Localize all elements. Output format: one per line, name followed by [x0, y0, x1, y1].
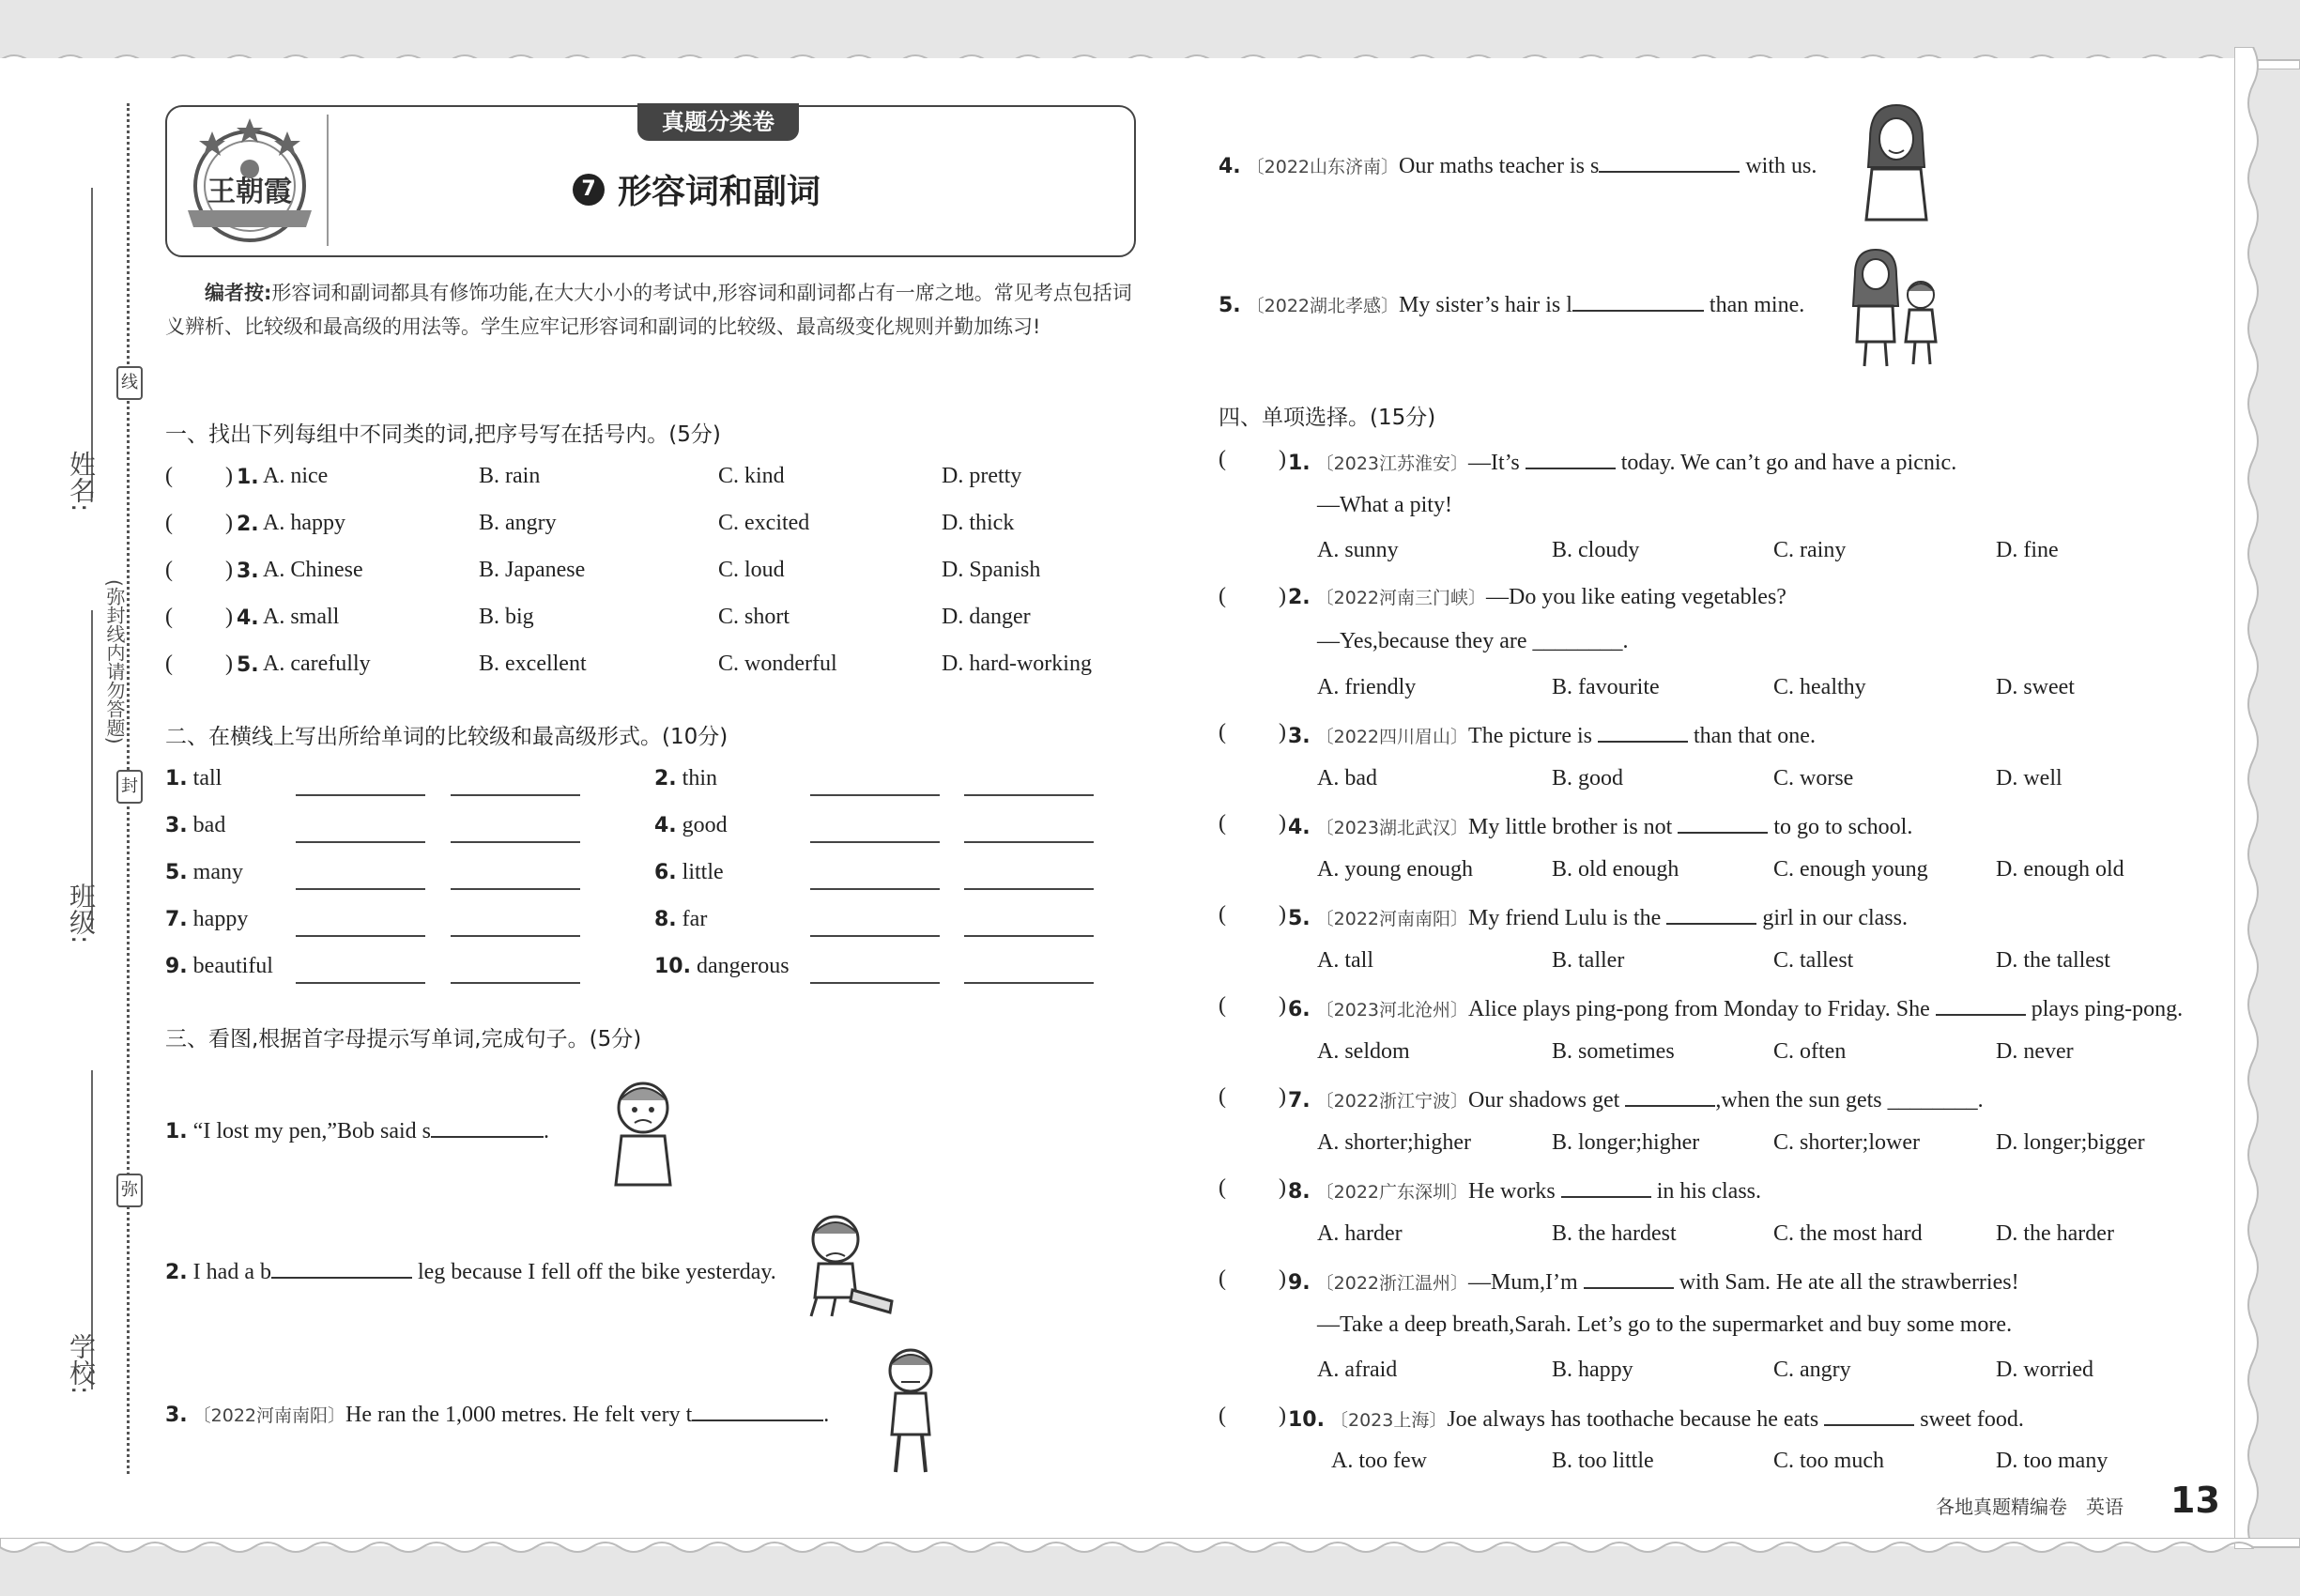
- option-c: C. kind: [718, 464, 785, 488]
- option-a[interactable]: A. bad: [1317, 765, 1377, 790]
- base-word: good: [682, 813, 728, 837]
- source-tag: 〔2022湖北孝感〕: [1246, 296, 1400, 316]
- stem-end: with Sam. He ate all the strawberries!: [1673, 1270, 2019, 1295]
- option-b: B. Japanese: [479, 558, 586, 582]
- source-tag: 〔2022山东济南〕: [1246, 157, 1400, 177]
- sentence-end: .: [543, 1119, 549, 1143]
- word-item: [654, 860, 724, 885]
- option-b[interactable]: B. good: [1552, 765, 1624, 790]
- option-a[interactable]: A. too few: [1331, 1449, 1427, 1473]
- option-d[interactable]: D. enough old: [1996, 856, 2124, 882]
- sisters-illustration: [1849, 248, 1943, 368]
- school-label: 学校:: [66, 1333, 97, 1395]
- option-d: D. thick: [942, 511, 1015, 535]
- option-b: B. rain: [479, 464, 541, 488]
- question-number: 2.: [1288, 585, 1311, 609]
- option-c: C. loud: [718, 558, 785, 582]
- answer-blank[interactable]: [1936, 993, 2026, 1016]
- page-edge-right: [2234, 47, 2300, 1549]
- page-edge-bottom: [0, 1538, 2300, 1566]
- question-stem: [1288, 1084, 1984, 1113]
- option-b[interactable]: B. too little: [1552, 1449, 1654, 1473]
- answer-parenthesis[interactable]: (: [1219, 583, 1226, 608]
- stem-start: My little brother is not: [1468, 815, 1679, 839]
- question-number: 5.: [1219, 294, 1241, 317]
- answer-parenthesis[interactable]: (: [1219, 1084, 1226, 1109]
- answer-parenthesis-close: ): [225, 558, 233, 582]
- logo-divider: [327, 115, 329, 246]
- comparative-blank[interactable]: [296, 841, 425, 843]
- answer-parenthesis[interactable]: (: [1219, 447, 1226, 471]
- option-c[interactable]: C. healthy: [1773, 674, 1866, 699]
- option-d[interactable]: D. well: [1996, 765, 2062, 790]
- logo-text: 王朝霞: [207, 176, 292, 208]
- stem-end: than that one.: [1687, 724, 1816, 748]
- section-4-title: 四、单项选择。(15分): [1219, 406, 1436, 430]
- sentence-end: with us.: [1740, 154, 1817, 178]
- question-number: 10.: [1288, 1407, 1325, 1432]
- publisher-logo: [175, 111, 325, 250]
- answer-parenthesis[interactable]: (: [1219, 1403, 1226, 1428]
- sentence-end: than mine.: [1703, 293, 1805, 317]
- base-word: far: [682, 907, 708, 931]
- unit-number-badge: 7: [573, 174, 605, 206]
- base-word: happy: [192, 907, 249, 931]
- unit-title-text: 形容词和副词: [618, 173, 821, 211]
- answer-blank[interactable]: [1572, 289, 1704, 312]
- question-stem: [1288, 1404, 2024, 1433]
- answer-parenthesis[interactable]: (: [1219, 902, 1226, 927]
- option-b: B. angry: [479, 511, 557, 535]
- option-a[interactable]: A. afraid: [1317, 1358, 1398, 1382]
- question-number: 2.: [237, 513, 259, 536]
- stem-end: in his class.: [1650, 1179, 1762, 1204]
- superlative-blank[interactable]: [964, 935, 1094, 937]
- option-d: D. Spanish: [942, 558, 1041, 582]
- class-label: 班级:: [66, 882, 97, 944]
- option-d[interactable]: D. the tallest: [1996, 947, 2110, 973]
- question-stem: [1288, 1266, 2019, 1296]
- comparative-blank[interactable]: [810, 982, 940, 984]
- answer-blank[interactable]: [692, 1399, 823, 1421]
- option-a: A. happy: [263, 511, 345, 535]
- base-word: tall: [192, 766, 222, 790]
- option-b: B. excellent: [479, 652, 587, 676]
- answer-blank[interactable]: [1526, 447, 1616, 469]
- answer-parenthesis[interactable]: (: [165, 558, 173, 582]
- option-c[interactable]: C. rainy: [1773, 538, 1847, 562]
- stem-end: today. We can’t go and have a picnic.: [1615, 451, 1957, 475]
- option-a[interactable]: A. friendly: [1317, 674, 1417, 699]
- answer-parenthesis-close: ): [1279, 1084, 1286, 1109]
- answer-parenthesis-close: ): [225, 605, 233, 629]
- base-word: little: [682, 860, 724, 884]
- question-number: 5.: [165, 861, 188, 884]
- answer-parenthesis[interactable]: (: [165, 511, 173, 535]
- question-number: 3.: [165, 814, 188, 837]
- question-number: 3.: [237, 560, 259, 583]
- word-item: [165, 907, 248, 932]
- comparative-blank[interactable]: [296, 794, 425, 796]
- stem-start: He works: [1468, 1179, 1561, 1204]
- option-a[interactable]: A. harder: [1317, 1220, 1403, 1246]
- option-a[interactable]: A. young enough: [1317, 856, 1473, 882]
- option-d[interactable]: D. sweet: [1996, 674, 2075, 699]
- superlative-blank[interactable]: [964, 841, 1094, 843]
- option-c[interactable]: C. tallest: [1773, 947, 1854, 973]
- question-number: 1.: [165, 1120, 188, 1143]
- word-item: [165, 860, 243, 885]
- option-b[interactable]: B. favourite: [1552, 674, 1660, 699]
- answer-blank[interactable]: [271, 1256, 412, 1279]
- stem-end: girl in our class.: [1756, 906, 1908, 930]
- option-c: C. excited: [718, 511, 810, 535]
- category-tab: 真题分类卷: [637, 103, 799, 141]
- question-number: 5.: [237, 653, 259, 677]
- option-d: D. pretty: [942, 464, 1022, 488]
- question-number: 2.: [654, 767, 677, 790]
- hurt-boy-illustration: [798, 1211, 901, 1319]
- question-number: 10.: [654, 955, 691, 978]
- source-tag: 〔2023河北沧州〕: [1315, 1000, 1469, 1021]
- comparative-blank[interactable]: [810, 841, 940, 843]
- option-a[interactable]: A. shorter;higher: [1317, 1129, 1471, 1155]
- option-b[interactable]: B. the hardest: [1552, 1220, 1677, 1246]
- option-c[interactable]: C. the most hard: [1773, 1220, 1923, 1246]
- dialogue-line: —Take a deep breath,Sarah. Let’s go to the supermarket and buy some more.: [1317, 1312, 2013, 1337]
- answer-blank[interactable]: [1561, 1175, 1651, 1198]
- option-d[interactable]: D. never: [1996, 1038, 2074, 1064]
- superlative-blank[interactable]: [451, 982, 580, 984]
- option-c[interactable]: C. enough young: [1773, 856, 1928, 882]
- stem-end: plays ping-pong.: [2025, 997, 2184, 1021]
- answer-parenthesis[interactable]: (: [1219, 1266, 1226, 1291]
- source-tag: 〔2022浙江温州〕: [1315, 1273, 1469, 1294]
- option-b[interactable]: B. old enough: [1552, 856, 1679, 882]
- option-c[interactable]: C. worse: [1773, 765, 1854, 790]
- option-c[interactable]: C. often: [1773, 1038, 1847, 1064]
- sentence-end: leg because I fell off the bike yesterday.: [411, 1260, 776, 1284]
- option-a[interactable]: A. sunny: [1317, 538, 1399, 562]
- option-a: A. small: [263, 605, 340, 629]
- option-d[interactable]: D. longer;bigger: [1996, 1129, 2145, 1155]
- sentence-start: I had a b: [192, 1260, 271, 1284]
- sentence-start: Our maths teacher is s: [1399, 154, 1600, 178]
- stem-start: Alice plays ping-pong from Monday to Friday. She: [1468, 997, 1936, 1021]
- option-b[interactable]: B. taller: [1552, 947, 1625, 973]
- option-d[interactable]: D. worried: [1996, 1358, 2093, 1382]
- mi-mark: 弥: [116, 1174, 143, 1207]
- sentence-start: “I lost my pen,”Bob said s: [192, 1119, 431, 1143]
- option-b[interactable]: B. happy: [1552, 1358, 1633, 1382]
- class-write-line[interactable]: [91, 610, 93, 929]
- superlative-blank[interactable]: [451, 794, 580, 796]
- sentence-item: [165, 1115, 549, 1144]
- option-b[interactable]: B. sometimes: [1552, 1038, 1675, 1064]
- answer-parenthesis[interactable]: (: [165, 652, 173, 676]
- word-item: [654, 766, 717, 791]
- question-number: 1.: [237, 466, 259, 489]
- stem-start: —Mum,I’m: [1468, 1270, 1584, 1295]
- answer-blank[interactable]: [1666, 902, 1756, 925]
- option-a: A. carefully: [263, 652, 371, 676]
- option-b[interactable]: B. longer;higher: [1552, 1129, 1700, 1155]
- option-c[interactable]: C. too much: [1773, 1449, 1884, 1473]
- sentence-start: My sister’s hair is l: [1399, 293, 1572, 317]
- question-stem: [1288, 902, 1908, 931]
- answer-parenthesis[interactable]: (: [1219, 1175, 1226, 1200]
- base-word: many: [192, 860, 243, 884]
- answer-parenthesis[interactable]: (: [1219, 993, 1226, 1018]
- stem-end: sweet food.: [1914, 1406, 2024, 1432]
- comparative-blank[interactable]: [296, 888, 425, 890]
- comparative-blank[interactable]: [810, 935, 940, 937]
- stem-start: My friend Lulu is the: [1468, 906, 1667, 930]
- question-number: 3.: [1288, 725, 1311, 748]
- unit-title: [573, 165, 820, 213]
- answer-blank[interactable]: [431, 1115, 544, 1138]
- question-stem: [1288, 993, 2183, 1022]
- answer-parenthesis-close: ): [1279, 1175, 1286, 1200]
- sentence-item: [1219, 150, 1817, 179]
- sentence-item: [165, 1399, 829, 1428]
- answer-parenthesis-close: ): [1279, 993, 1286, 1018]
- option-c: C. wonderful: [718, 652, 837, 676]
- answer-parenthesis-close: ): [1279, 902, 1286, 927]
- question-number: 5.: [1288, 907, 1311, 930]
- superlative-blank[interactable]: [451, 888, 580, 890]
- seal-note: (弥封线内请勿答题): [103, 579, 126, 744]
- section-1-title: 一、找出下列每组中不同类的词,把序号写在括号内。(5分): [165, 422, 721, 447]
- line-mark: 线: [116, 366, 143, 400]
- question-number: 1.: [1288, 452, 1311, 475]
- source-tag: 〔2022河南南阳〕: [192, 1405, 346, 1426]
- question-number: 6.: [654, 861, 677, 884]
- answer-parenthesis-close: ): [225, 464, 233, 488]
- comparative-blank[interactable]: [296, 982, 425, 984]
- question-stem: [1288, 1175, 1761, 1205]
- answer-parenthesis-close: ): [1279, 1266, 1286, 1291]
- answer-blank[interactable]: [1824, 1404, 1914, 1426]
- dialogue-line: —What a pity!: [1317, 492, 1452, 517]
- stem-start: Joe always has toothache because he eats: [1447, 1406, 1825, 1432]
- option-c[interactable]: C. shorter;lower: [1773, 1129, 1920, 1155]
- answer-parenthesis[interactable]: (: [1219, 811, 1226, 836]
- comparative-blank[interactable]: [810, 794, 940, 796]
- question-number: 4.: [1288, 816, 1311, 839]
- option-c[interactable]: C. angry: [1773, 1358, 1851, 1382]
- option-b: B. big: [479, 605, 534, 629]
- stem-end: to go to school.: [1768, 815, 1913, 839]
- editor-note-text: 形容词和副词都具有修饰功能,在大大小小的考试中,形容词和副词都占有一席之地。常见考点包括词义辨析、比较级和最高级的用法等。学生应牢记形容词和副词的比较级、最高级变化规则并勤加练习!: [165, 282, 1132, 338]
- question-number: 2.: [165, 1261, 188, 1284]
- seal-mark: 封: [116, 770, 143, 804]
- stem-start: Our shadows get: [1468, 1088, 1626, 1113]
- question-number: 8.: [654, 908, 677, 931]
- stem-end: ,when the sun gets ________.: [1715, 1088, 1984, 1113]
- option-d[interactable]: D. fine: [1996, 538, 2059, 562]
- answer-blank[interactable]: [1625, 1084, 1715, 1107]
- stem-start: —It’s: [1468, 451, 1526, 475]
- page-number: 13: [2170, 1480, 2220, 1521]
- answer-parenthesis-close: ): [1279, 811, 1286, 836]
- source-tag: 〔2022浙江宁波〕: [1315, 1091, 1469, 1112]
- word-item: [165, 954, 273, 979]
- base-word: bad: [192, 813, 226, 837]
- answer-parenthesis[interactable]: (: [165, 605, 173, 629]
- source-tag: 〔2023上海〕: [1329, 1409, 1448, 1431]
- answer-parenthesis-close: ): [1279, 1403, 1286, 1428]
- word-item: [654, 813, 728, 838]
- answer-blank[interactable]: [1598, 720, 1688, 743]
- answer-parenthesis-close: ): [225, 511, 233, 535]
- answer-blank[interactable]: [1584, 1266, 1674, 1289]
- comparative-blank[interactable]: [810, 888, 940, 890]
- question-number: 7.: [165, 908, 188, 931]
- question-number: 9.: [165, 955, 188, 978]
- question-number: 6.: [1288, 998, 1311, 1021]
- superlative-blank[interactable]: [451, 935, 580, 937]
- option-d: D. hard-working: [942, 652, 1092, 676]
- sentence-item: [165, 1256, 776, 1285]
- source-tag: 〔2022四川眉山〕: [1315, 727, 1469, 747]
- word-item: [165, 813, 225, 838]
- word-item: [654, 907, 707, 932]
- base-word: dangerous: [696, 954, 790, 978]
- question-number: 4.: [1219, 155, 1241, 178]
- question-stem: [1288, 584, 1786, 610]
- section-3-title: 三、看图,根据首字母提示写单词,完成句子。(5分): [165, 1027, 642, 1051]
- option-a: A. Chinese: [263, 558, 363, 582]
- answer-parenthesis[interactable]: (: [165, 464, 173, 488]
- answer-blank[interactable]: [1599, 150, 1740, 173]
- base-word: thin: [682, 766, 718, 790]
- superlative-blank[interactable]: [964, 982, 1094, 984]
- question-number: 4.: [237, 606, 259, 630]
- option-a[interactable]: A. tall: [1317, 947, 1373, 973]
- question-number: 9.: [1288, 1271, 1311, 1295]
- word-item: [654, 954, 790, 979]
- sad-boy-illustration: [601, 1078, 685, 1189]
- option-b[interactable]: B. cloudy: [1552, 538, 1640, 562]
- question-number: 3.: [165, 1404, 188, 1427]
- sentence-item: [1219, 289, 1804, 318]
- editor-note: [165, 276, 1142, 344]
- answer-parenthesis-close: ): [1279, 583, 1286, 608]
- superlative-blank[interactable]: [964, 794, 1094, 796]
- question-number: 8.: [1288, 1180, 1311, 1204]
- question-stem: [1288, 720, 1816, 749]
- teacher-illustration: [1859, 101, 1934, 223]
- option-a: A. nice: [263, 464, 329, 488]
- source-tag: 〔2023湖北武汉〕: [1315, 818, 1469, 838]
- sentence-start: He ran the 1,000 metres. He felt very t: [345, 1403, 693, 1427]
- answer-parenthesis-close: ): [225, 652, 233, 676]
- editor-note-label: 编者按:: [205, 282, 272, 304]
- option-d[interactable]: D. the harder: [1996, 1220, 2114, 1246]
- comparative-blank[interactable]: [296, 935, 425, 937]
- book-name: 各地真题精编卷 英语: [1936, 1496, 2124, 1518]
- question-stem: [1288, 447, 1956, 476]
- superlative-blank[interactable]: [451, 841, 580, 843]
- sentence-end: .: [823, 1403, 830, 1427]
- option-c: C. short: [718, 605, 790, 629]
- option-a[interactable]: A. seldom: [1317, 1038, 1410, 1064]
- question-number: 4.: [654, 814, 677, 837]
- stem-start: —Do you like eating vegetables?: [1486, 584, 1786, 609]
- answer-blank[interactable]: [1678, 811, 1768, 834]
- option-d: D. danger: [942, 605, 1031, 629]
- option-d[interactable]: D. too many: [1996, 1449, 2108, 1473]
- source-tag: 〔2022河南南阳〕: [1315, 909, 1469, 929]
- source-tag: 〔2023江苏淮安〕: [1315, 453, 1469, 474]
- word-item: [165, 766, 222, 791]
- source-tag: 〔2022河南三门峡〕: [1315, 587, 1487, 608]
- source-tag: 〔2022广东深圳〕: [1315, 1182, 1469, 1203]
- name-label: 姓名:: [66, 451, 97, 513]
- question-number: 1.: [165, 767, 188, 790]
- base-word: beautiful: [192, 954, 273, 978]
- question-number: 7.: [1288, 1089, 1311, 1113]
- answer-parenthesis-close: ): [1279, 720, 1286, 744]
- stem-start: The picture is: [1468, 724, 1598, 748]
- answer-parenthesis-close: ): [1279, 447, 1286, 471]
- answer-parenthesis[interactable]: (: [1219, 720, 1226, 744]
- superlative-blank[interactable]: [964, 888, 1094, 890]
- dialogue-line: —Yes,because they are ________.: [1317, 629, 1629, 653]
- question-stem: [1288, 811, 1912, 840]
- section-2-title: 二、在横线上写出所给单词的比较级和最高级形式。(10分): [165, 725, 728, 749]
- tired-runner-illustration: [873, 1344, 948, 1476]
